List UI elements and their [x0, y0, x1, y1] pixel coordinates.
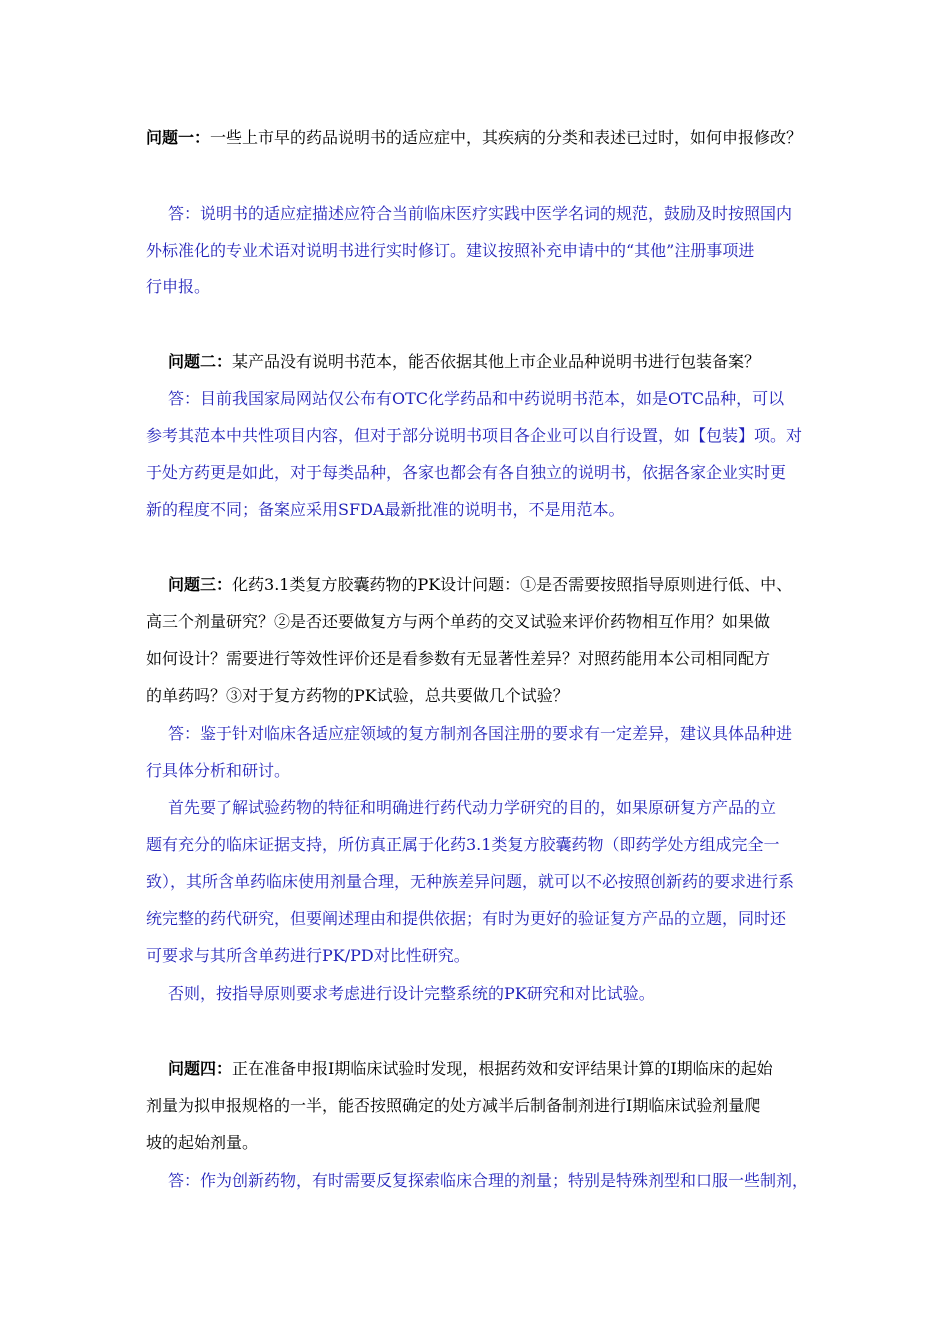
q3-question-line-3: 如何设计？需要进行等效性评价还是看参数有无显著性差异？对照药能用本公司相同配方: [146, 649, 771, 668]
q2-question-text: 某产品没有说明书范本，能否依据其他上市企业品种说明书进行包装备案？: [232, 352, 761, 371]
q3-question-label: 问题三：: [168, 575, 233, 594]
q2-answer-line-1: 答：目前我国家局网站仅公布有OTC化学药品和中药说明书范本，如是OTC品种，可以: [168, 389, 785, 408]
q3-answer-line-8: 否则，按指导原则要求考虑进行设计完整系统的PK研究和对比试验。: [168, 984, 655, 1003]
q2-question-label: 问题二：: [168, 352, 233, 371]
q3-question-line-2: 高三个剂量研究？②是否还要做复方与两个单药的交叉试验来评价药物相互作用？如果做: [146, 612, 771, 631]
q3-answer-line-2: 行具体分析和研讨。: [146, 761, 291, 780]
q3-answer-line-6: 统完整的药代研究，但要阐述理由和提供依据；有时为更好的验证复方产品的立题，同时还: [146, 909, 787, 928]
q1-question-label: 问题一：: [146, 128, 211, 147]
q3-question-line-4: 的单药吗？③对于复方药物的PK试验，总共要做几个试验？: [146, 686, 569, 705]
q4-question-line-3: 坡的起始剂量。: [146, 1133, 259, 1152]
q2-answer-line-3: 于处方药更是如此，对于每类品种，各家也都会有各自独立的说明书，依据各家企业实时更: [146, 463, 787, 482]
q2-question-line-1: [168, 351, 814, 375]
q3-answer-line-4: 题有充分的临床证据支持，所仿真正属于化药3.1类复方胶囊药物（即药学处方组成完全一: [146, 835, 780, 854]
q4-question-text: 正在准备申报Ⅰ期临床试验时发现，根据药效和安评结果计算的Ⅰ期临床的起始: [232, 1059, 773, 1078]
q4-answer-line-1: 答：作为创新药物，有时需要反复探索临床合理的剂量；特别是特殊剂型和口服一些制剂，: [168, 1171, 809, 1190]
q3-question-line-1: [168, 574, 814, 598]
q1-answer-line-3: 行申报。: [146, 277, 211, 296]
q3-answer-line-5: 致），其所含单药临床使用剂量合理，无种族差异问题，就可以不必按照创新药的要求进行系: [146, 872, 795, 891]
q4-question-label: 问题四：: [168, 1059, 233, 1078]
q4-question-line-2: 剂量为拟申报规格的一半，能否按照确定的处方减半后制备制剂进行Ⅰ期临床试验剂量爬: [146, 1096, 761, 1115]
q1-answer-line-1: 答：说明书的适应症描述应符合当前临床医疗实践中医学名词的规范，鼓励及时按照国内: [168, 204, 793, 223]
q1-question-line-1: [146, 127, 814, 151]
q1-answer-line-2: 外标准化的专业术语对说明书进行实时修订。建议按照补充申请中的“其他”注册事项进: [146, 241, 755, 260]
q4-question-line-1: [168, 1058, 814, 1082]
q3-answer-line-7: 可要求与其所含单药进行PK/PD对比性研究。: [146, 946, 470, 965]
q2-answer-line-4: 新的程度不同；备案应采用SFDA最新批准的说明书，不是用范本。: [146, 500, 625, 519]
q2-answer-line-2: 参考其范本中共性项目内容，但对于部分说明书项目各企业可以自行设置，如【包装】项。对: [146, 426, 803, 445]
q1-question-text: 一些上市早的药品说明书的适应症中，其疾病的分类和表述已过时，如何申报修改？: [210, 128, 803, 147]
q3-answer-line-3: 首先要了解试验药物的特征和明确进行药代动力学研究的目的，如果原研复方产品的立: [168, 798, 777, 817]
q3-question-text: 化药3.1类复方胶囊药物的PK设计问题：①是否需要按照指导原则进行低、中、: [232, 575, 793, 594]
q3-answer-line-1: 答：鉴于针对临床各适应症领域的复方制剂各国注册的要求有一定差异，建议具体品种进: [168, 724, 793, 743]
